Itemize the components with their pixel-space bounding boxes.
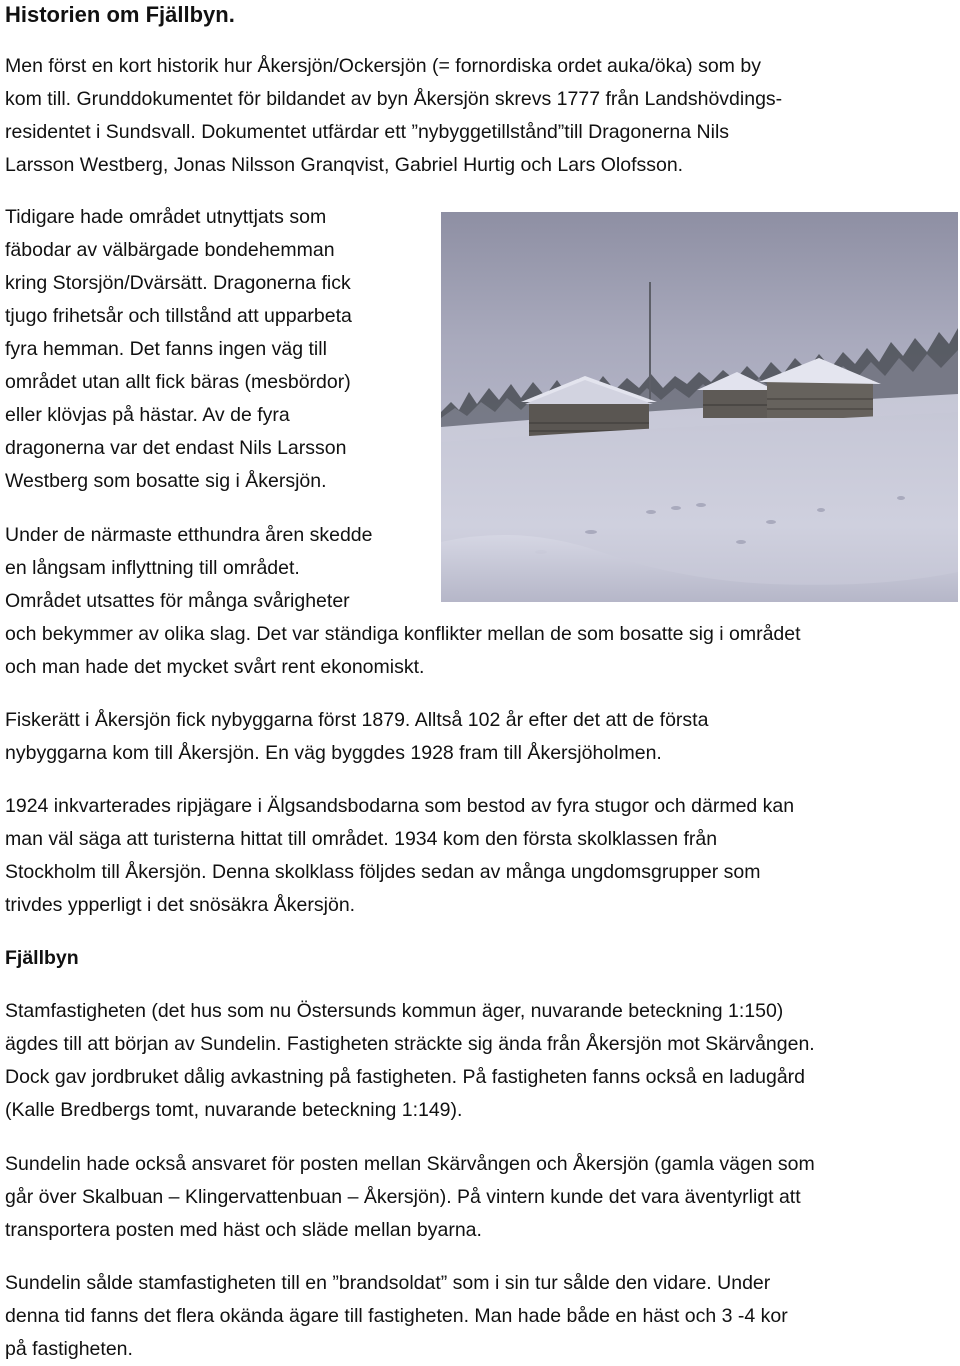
text-line: kom till. Grunddokumentet för bildandet av byn Åkersjön skrevs 1777 från Landshövdings-: [5, 88, 783, 110]
text-line: Tidigare hade området utnyttjats som: [5, 206, 327, 228]
text-line: dragonerna var det endast Nils Larsson: [5, 437, 347, 459]
text-line: denna tid fanns det flera okända ägare till fastigheten. Man hade både en häst och 3 -4 kor: [5, 1305, 788, 1327]
text-line: Under de närmaste etthundra åren skedde: [5, 524, 373, 546]
paragraph-intro: [5, 50, 782, 182]
paragraph-fishing: [5, 704, 708, 770]
text-line: Men först en kort historik hur Åkersjön/Ockersjön (= fornordiska ordet auka/öka) som by: [5, 55, 761, 77]
text-line: Larsson Westberg, Jonas Nilsson Granqvist, Gabriel Hurtig och Lars Olofsson.: [5, 154, 684, 176]
paragraph-post: [5, 1148, 815, 1247]
text-line: Stamfastigheten (det hus som nu Östersunds kommun äger, nuvarande beteckning 1:150): [5, 1000, 784, 1022]
text-line: Fiskerätt i Åkersjön fick nybyggarna först 1879. Alltså 102 år efter det att de första: [5, 709, 709, 731]
paragraph-sold: [5, 1267, 788, 1366]
text-line: nybyggarna kom till Åkersjön. En väg byggdes 1928 fram till Åkersjöholmen.: [5, 742, 662, 764]
text-line: Westberg som bosatte sig i Åkersjön.: [5, 470, 327, 492]
text-line: Dock gav jordbruket dålig avkastning på fastigheten. På fastigheten fanns också en ladugård: [5, 1066, 806, 1088]
antenna-pole: [649, 282, 651, 402]
text-line: går över Skalbuan – Klingervattenbuan – Åkersjön). På vintern kunde det vara äventyrligt att: [5, 1186, 801, 1208]
text-line: transportera posten med häst och släde mellan byarna.: [5, 1219, 482, 1241]
text-line: fyra hemman. Det fanns ingen väg till: [5, 338, 327, 360]
text-line: och bekymmer av olika slag. Det var ständiga konflikter mellan de som bosatte sig i området: [5, 623, 801, 645]
text-line: Sundelin sålde stamfastigheten till en ”brandsoldat” som i sin tur sålde den vidare. Under: [5, 1272, 771, 1294]
paragraph-earlier-use: [5, 201, 352, 498]
text-line: ägdes till att början av Sundelin. Fastigheten sträckte sig ända från Åkersjön mot Skärvången.: [5, 1033, 815, 1055]
text-line: eller klövjas på hästar. Av de fyra: [5, 404, 290, 426]
text-line: Stockholm till Åkersjön. Denna skolklass följdes sedan av många ungdomsgrupper som: [5, 861, 761, 883]
text-line: området utan allt fick bäras (mesbördor): [5, 371, 351, 393]
text-line: residentet i Sundsvall. Dokumentet utfärdar ett ”nybyggetillstånd”till Dragonerna Nils: [5, 121, 730, 143]
section-heading: Fjällbyn: [5, 947, 79, 969]
text-line: man väl säga att turisterna hittat till området. 1934 kom den första skolklassen från: [5, 828, 718, 850]
paragraph-ptarmigan: [5, 790, 794, 922]
text-line: trivdes ypperligt i det snösäkra Åkersjön.: [5, 894, 356, 916]
text-line: och man hade det mycket svårt rent ekonomiskt.: [5, 656, 425, 678]
text-line: på fastigheten.: [5, 1338, 133, 1360]
text-line: Området utsattes för många svårigheter: [5, 590, 350, 612]
document-page: [5, 0, 955, 1364]
text-line: 1924 inkvarterades ripjägare i Älgsandsbodarna som bestod av fyra stugor och därmed kan: [5, 795, 795, 817]
paragraph-stamfastighet: [5, 995, 815, 1127]
winter-cabins-photo: [441, 212, 958, 602]
text-line: tjugo frihetsår och tillstånd att upparbeta: [5, 305, 352, 327]
text-line: (Kalle Bredbergs tomt, nuvarande beteckning 1:149).: [5, 1099, 463, 1121]
text-line: kring Storsjön/Dvärsätt. Dragonerna fick: [5, 272, 351, 294]
text-line: en långsam inflyttning till området.: [5, 557, 300, 579]
text-line: fäbodar av välbärgade bondehemman: [5, 239, 335, 261]
page-title: Historien om Fjällbyn.: [5, 2, 235, 27]
text-line: Sundelin hade också ansvaret för posten mellan Skärvången och Åkersjön (gamla vägen som: [5, 1153, 815, 1175]
